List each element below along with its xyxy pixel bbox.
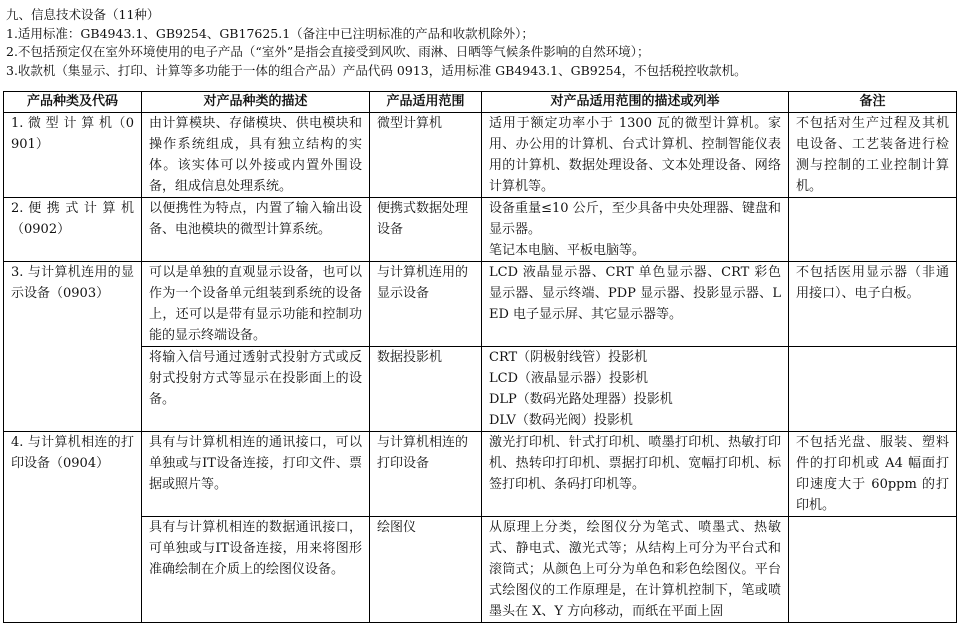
remark-cell: 不包括医用显示器（非通用接口）、电子白板。 xyxy=(789,262,957,347)
category-cell: 2. 便 携 式 计 算 机（0902） xyxy=(4,198,142,262)
header-remark: 备注 xyxy=(789,92,957,113)
description-cell: 具有与计算机相连的数据通讯接口，可单独或与IT设备连接，用来将图形准确绘制在介质上的绘图仪设备。 xyxy=(142,517,370,623)
scope-desc-line: DLP（数码光路处理器）投影机 xyxy=(489,392,673,407)
header-category: 产品种类及代码 xyxy=(4,92,142,113)
description-cell: 以便携性为特点，内置了输入输出设备、电池模块的微型计算系统。 xyxy=(142,198,370,262)
header-scope-desc: 对产品适用范围的描述或列举 xyxy=(482,92,789,113)
header-scope: 产品适用范围 xyxy=(370,92,482,113)
scope-desc-cell: 适用于额定功率小于 1300 瓦的微型计算机。家用、办公用的计算机、台式计算机、控制智能仪表用的计算机、数据处理设备、文本处理设备、网络计算机等。 xyxy=(482,113,789,198)
table-row xyxy=(4,113,957,198)
scope-desc-cell: 从原理上分类，绘图仪分为笔式、喷墨式、热敏式、静电式、激光式等；从结构上可分为平台式和滚筒式；从颜色上可分为单色和彩色绘图仪。平台式绘图仪的工作原理是，在计算机控制下，笔或喷墨头在 X、Y 方向移动，而纸在平面上固 xyxy=(482,517,789,623)
scope-desc-line: CRT（阴极射线管）投影机 xyxy=(489,350,648,365)
scope-cell: 绘图仪 xyxy=(370,517,482,623)
scope-desc-line: LCD（液晶显示器）投影机 xyxy=(489,371,649,386)
scope-desc-cell xyxy=(482,347,789,432)
scope-cell: 与计算机连用的显示设备 xyxy=(370,262,482,347)
remark-cell xyxy=(789,198,957,262)
remark-cell xyxy=(789,517,957,623)
section-header xyxy=(6,6,956,80)
table-row xyxy=(4,262,957,347)
category-cell: 1. 微 型 计 算 机（0901） xyxy=(4,113,142,198)
scope-desc-cell: LCD 液晶显示器、CRT 单色显示器、CRT 彩色显示器、显示终端、PDP 显示器、投影显示器、LED 电子显示屏、其它显示器等。 xyxy=(482,262,789,347)
scope-desc-line: 笔记本电脑、平板电脑等。 xyxy=(489,243,646,258)
table-header-row xyxy=(4,92,957,113)
scope-desc-cell xyxy=(482,198,789,262)
description-cell: 具有与计算机相连的通讯接口，可以单独或与IT设备连接，打印文件、票据或照片等。 xyxy=(142,432,370,517)
note-1: 1.适用标准：GB4943.1、GB9254、GB17625.1（备注中已注明标准的产品和收款机除外）； xyxy=(6,25,534,41)
scope-cell: 数据投影机 xyxy=(370,347,482,432)
note-3: 3.收款机（集显示、打印、计算等多功能于一体的组合产品）产品代码 0913，适用标准 GB4943.1、GB9254，不包括税控收款机。 xyxy=(6,62,747,78)
description-cell: 将输入信号通过透射式投射方式或反射式投射方式等显示在投影面上的设备。 xyxy=(142,347,370,432)
header-description: 对产品种类的描述 xyxy=(142,92,370,113)
remark-cell: 不包括对生产过程及其机电设备、工艺装备进行检测与控制的工业控制计算机。 xyxy=(789,113,957,198)
table-row xyxy=(4,347,957,432)
scope-desc-line: DLV（数码光阀）投影机 xyxy=(489,413,633,428)
scope-cell: 便携式数据处理设备 xyxy=(370,198,482,262)
table-row xyxy=(4,432,957,517)
table-row xyxy=(4,517,957,623)
product-table xyxy=(3,91,957,623)
category-cell: 4. 与计算机相连的打印设备（0904） xyxy=(4,432,142,623)
description-cell: 由计算模块、存储模块、供电模块和操作系统组成，具有独立结构的实体。该实体可以外接或内置外围设备，组成信息处理系统。 xyxy=(142,113,370,198)
description-cell: 可以是单独的直观显示设备，也可以作为一个设备单元组装到系统的设备上，还可以是带有显示功能和控制功能的显示终端设备。 xyxy=(142,262,370,347)
scope-desc-cell: 激光打印机、针式打印机、喷墨打印机、热敏打印机、热转印打印机、票据打印机、宽幅打印机、标签打印机、条码打印机等。 xyxy=(482,432,789,517)
remark-cell xyxy=(789,347,957,432)
scope-cell: 与计算机相连的打印设备 xyxy=(370,432,482,517)
table-row xyxy=(4,198,957,262)
category-cell: 3. 与计算机连用的显示设备（0903） xyxy=(4,262,142,432)
note-2: 2.不包括预定仅在室外环境使用的电子产品（“室外”是指会直接受到风吹、雨淋、日晒等气候条件影响的自然环境）； xyxy=(6,44,650,59)
scope-desc-line: 设备重量≤10 公斤，至少具备中央处理器、键盘和显示器。 xyxy=(489,201,781,237)
remark-cell: 不包括光盘、服装、塑料件的打印机或 A4 幅面打印速度大于 60ppm 的打印机。 xyxy=(789,432,957,517)
section-title: 九、信息技术设备（11种） xyxy=(6,7,160,22)
scope-cell: 微型计算机 xyxy=(370,113,482,198)
